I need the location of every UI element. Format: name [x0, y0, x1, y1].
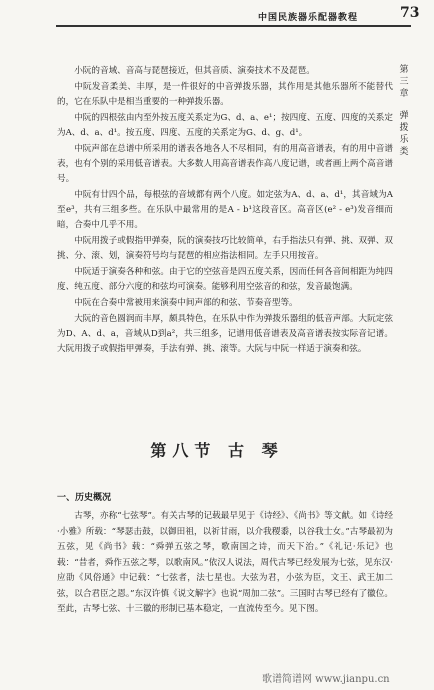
history-section	[57, 490, 393, 618]
chapter-side-label	[397, 64, 411, 158]
paragraph: 大阮的音色圆润而丰厚，颇具特色，在乐队中作为弹拨乐器组的低音声部。大阮定弦为D、A、d、a，音域从D到a²，共三组多，记谱用低音谱表及高音谱表按实际音记谱。大阮用拨子或假指甲弹奏，手法有弹、挑、滚等。大阮与中阮一样适于演奏和弦。	[57, 314, 393, 354]
section-title: 第八节 古 琴	[150, 441, 284, 460]
chapter-side-label-chapter: 第三章	[399, 65, 409, 99]
paragraph: 中阮声部在总谱中所采用的谱表各地各人不尽相同，有的用高音谱表，有的用中音谱表，也有个别的采用低音谱表。大多数人用高音谱表作高八度记谱，或者画上两个高音谱号。	[57, 144, 393, 184]
subsection-heading: 一、历史概况	[57, 493, 112, 503]
running-header	[0, 0, 434, 30]
chapter-side-label-gap	[397, 100, 411, 110]
paragraph: 中阮用拨子或假指甲弹奏，阮的演奏技巧比较简单，右手指法只有弹、挑、双弹、双挑、分、滚、划，演奏符号均与琵琶的相应指法相同。左手只用按音。	[57, 236, 393, 261]
paragraph: 中阮的四根弦由内至外按五度关系定为G、d、a、e¹；按四度、五度、四度的关系定为A、d、a、d¹。按五度、四度、五度的关系定为G、d、g、d¹。	[57, 113, 393, 138]
watermark-text: 歌谱简谱网 www.jianpu.cn	[262, 674, 390, 685]
paragraph: 中阮在合奏中常被用来演奏中间声部的和弦、节奏音型等。	[74, 298, 298, 308]
running-header-title: 中国民族器乐配器教程	[258, 13, 359, 23]
chapter-side-label-topic: 弹拨乐类	[399, 111, 409, 157]
paragraph: 古琴，亦称“七弦琴”。有关古琴的记载最早见于《诗经》、《尚书》等文献。如《诗经·小雅》所载：“琴瑟击鼓，以御田祖，以祈甘雨，以介我稷黍，以谷我士女。”古琴最初为五弦，见《尚书》载：“舜弹五弦之琴，歌南国之诗，而天下治。”《礼记·乐记》也载：“昔者，舜作五弦之琴，以歌南风。”依汉人说法，周代古琴已经发展为七弦，见东汉·应劭《风俗通》中记载：“七弦者，法七星也。大弦为君，小弦为臣，文王、武王加二弦，以合君臣之恩。”东汉许慎《说文解字》也说“周加二弦”。三国时古琴已经有了徽位。至此，古琴七弦、十三徽的形制已基本稳定，一直流传至今。见下图。	[57, 511, 393, 614]
body-text	[57, 64, 393, 358]
page-number: 73	[400, 5, 420, 21]
paragraph: 中阮发音柔美、丰厚，是一件很好的中音弹拨乐器，其作用是其他乐器所不能替代的，它在乐队中是相当重要的一种弹拨乐器。	[57, 82, 393, 107]
paragraph: 中阮适于演奏各种和弦。由于它的空弦音是四五度关系，因而任何各音间相距为纯四度、纯五度、部分六度的和弦均可演奏。能够利用空弦音的和弦，发音最饱满。	[57, 267, 393, 292]
paragraph: 小阮的音域、音高与琵琶接近，但其音质、演奏技术不及琵琶。	[74, 66, 315, 76]
header-rule	[56, 25, 411, 27]
paragraph: 中阮有廿四个品，每根弦的音域都有两个八度。如定弦为A、d、a、d¹，其音域为A至e³，共有三组多些。在乐队中最常用的是A - b¹这段音区。高音区(e² - e³)发音细而暗，合奏中几乎不用。	[57, 190, 393, 230]
